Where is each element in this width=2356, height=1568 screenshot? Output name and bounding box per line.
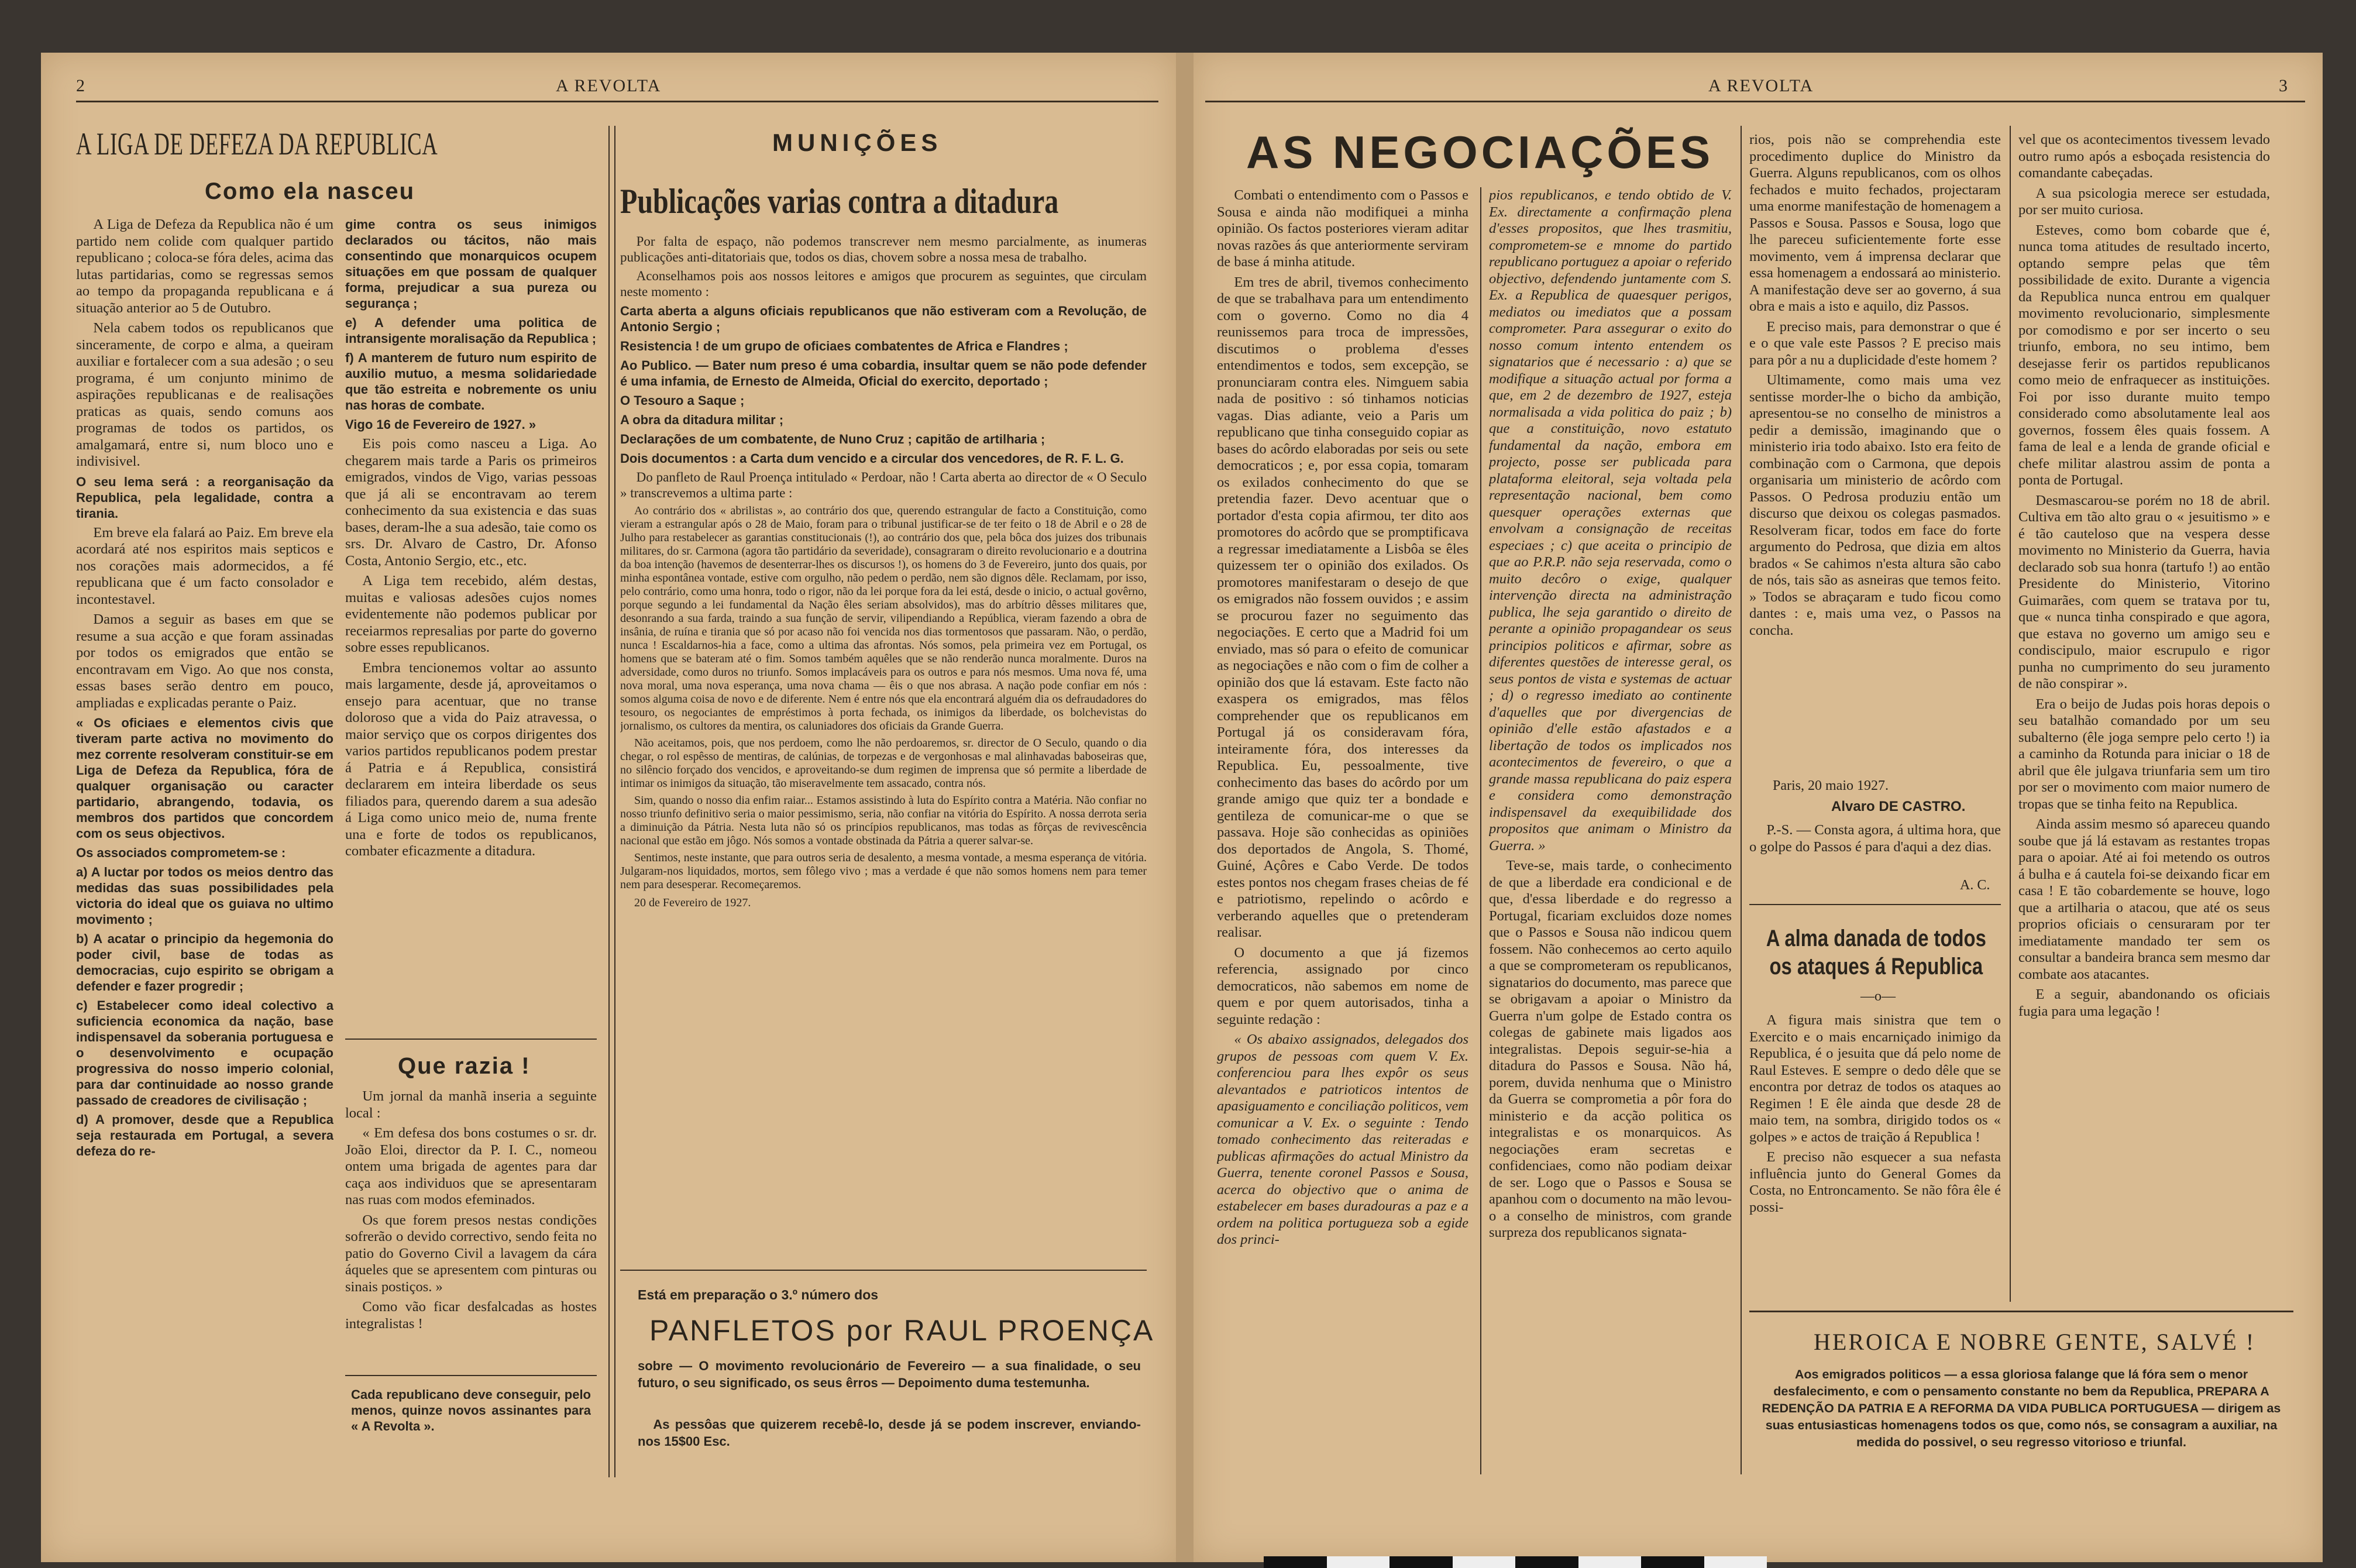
section-rule <box>620 1270 1147 1271</box>
column-rule <box>2010 126 2011 1302</box>
publication-item: Carta aberta a alguns oficiais republicanos que não estiveram com a Revolução, de Antonio Sergio ; <box>620 304 1147 334</box>
liga-paragraph: Damos a seguir as bases em que se resume a sua acção e que foram assinadas por todos os emigrados que então se encontravam em Vigo. Ao que nos consta, essas bases serão dentro em pouco, ampliadas e explicadas perante o Paiz. <box>76 611 333 711</box>
panfletos-title: PANFLETOS por RAUL PROENÇA <box>649 1314 1155 1347</box>
negociacoes-paragraph: Em tres de abril, tivemos conhecimento de que se trabalhava para um entendimento com o governo. Como no dia 4 reunissemos para troca de impressões, discutimos o problema d'esses entendimentos e todos, sem excepção, se pronunciaram contra eles. Nimguem sabia nada de positivo : só tinhamos noticias vagas. Dias adiante, veio a Paris um republicano que tinha conseguido copiar as bases do acôrdo elaboradas por seis ou sete democraticos ; e, por essa copia, tomaram os exilados conhecimento do que se pretendia fazer. Devo acentuar que o portador d'esta copia afirmou, ter dito aos promotores do acôrdo que se promptificava a regressar imediatamente a Lisbôa se êles quizessem ter o opinião dos exilados. Os promotores manifestaram o desejo de que os emigrados não fossem ouvidos ; e assim se procurou fazer no seguimento das negociações. E certo que a Madrid foi um enviado, mas só para o efeito de comunicar as negociações e não com o fim de colher a opinião dos que lá estavam. Este facto não exaspera os emigrados, mas fêlos comprehender que os republicanos em Portugal já os consideravam fóra, inteiramente fóra, dos interesses da Republica. Eu, pessoalmente, tive conhecimento das bases do acôrdo por um grande amigo que quiz ter a bondade e gentileza de comunicar-me o que se passava. Hoje são conhecidas as opiniões dos deportados de Angola, S. Thomé, Guiné, Açôres e Cabo Verde. De todos estes pontos nos chegam frases cheias de fé e patriotismo, repelindo o acôrdo e verberando aquelles que o pretenderam realisar. <box>1217 274 1468 940</box>
municoes-date: 20 de Fevereiro de 1927. <box>634 896 751 909</box>
liga-base-f: f) A manterem de futuro num espirito de auxilio mutuo, a mesma solidariedade que tão estreita e nobremente os uniu nas horas de combate. <box>345 350 597 412</box>
heroica-body: Aos emigrados politicos — a essa gloriosa falange que lá fóra sem o menor desfalecimento, e com o pensamento constante no bem da Republica, PREPARA A REDENÇÃO DA PATRIA E A REFORMA DA VIDA PUBLICA PORTUGUESA — dirigem as suas entusiasticas homenagens todos os que, como nós, se consagram a auxiliar, na medida do possivel, o seu regresso vitorioso e triunfal. <box>1762 1367 2281 1449</box>
initials: A. C. <box>1960 878 1990 893</box>
municoes-quote: Sim, quando o nosso dia enfim raiar... Estamos assistindo à luta do Espírito contra a Matéria. Não confiar no nosso triunfo definitivo seria o maior pessimismo, seria, não confiar na vitória do Espírito. A nossa derrota seria a diminuição da Pátria. Nesta luta não só os princípios republicanos, mas todas as fôrças de revivescência nacional que estão em jôgo. Nós somos a vontade obstinada da Pátria a querer salvar-se. <box>620 794 1147 847</box>
header-rule-right <box>1205 101 2305 102</box>
column-rule <box>608 126 610 1477</box>
negociacoes-paragraph: Combati o entendimento com o Passos e Sousa e ainda não modifiquei a minha opinião. Os factos posteriores vieram aditar novas razões ás que anteriormente serviram de base á minha atitude. <box>1217 187 1468 270</box>
municoes-quote: Não aceitamos, pois, que nos perdoem, como lhe não perdoaremos, sr. director de O Seculo, quando o dia chegar, o rol espêsso de mentiras, de calúnias, de torpezas e de vergonhosas e mal alinhavadas baboseiras que, no silêncio forçado dos vencidos, e aproveitando-se dum regimen de imprensa que só permite a liberdade de intimar os inimigos da situação, tão miseravelmente tem assacado, contra nós. <box>620 737 1147 790</box>
negociacoes-paragraph: Teve-se, mais tarde, o conhecimento de que a liberdade era condicional e de que, d'essa liberdade e do regresso a Portugal, ficariam excluidos doze nomes que o Passos e Sousa não indicou quem fossem. Não conhecemos ao certo aquilo a que se comprometeram os republicanos, signatarios do documento, mas parece que se obrigavam a apoiar o Ministro da Guerra n'um golpe de Estado contra os colegas de gabinete mais ligados aos integralistas. Depois seguir-se-hia a ditadura do Passos e Sousa. Não há, porem, duvida nenhuma que o Ministro da Guerra se comprometia a pôr fora do ministerio e da acção politica os integralistas e os monarquicos. As negociações eram secretas e confidenciaes, como não podiam deixar de ser. Logo que o Passos e Sousa se apanhou com o documento na mão levou-o a conselho de ministros, com grande surpreza dos republicanos signata- <box>1489 858 1732 1240</box>
alma-paragraph: E preciso não esquecer a sua nefasta influência junto do General Gomes da Costa, no Entroncamento. Se não fôra êle é possi- <box>1749 1149 2001 1215</box>
panfletos-body: sobre — O movimento revolucionário de Fevereiro — a sua finalidade, o seu futuro, o seu significado, os seus êrros — Depoimento duma testemunha. <box>638 1359 1141 1390</box>
alma-column-2 <box>2018 132 2270 1305</box>
liga-bases-intro: « Os oficiaes e elementos civis que tiveram parte activa no movimento do mez corrente resolveram constituir-se em Liga de Defeza da Republica, fóra de qualquer organisação ou caracter partidario, abrangendo, todavia, os membros dos partidos que concordem com os seus objectivos. <box>76 716 333 841</box>
municoes-quote: Sentimos, neste instante, que para outros seria de desalento, a mesma vontade, a mesma esperança de vitória. Julgaram-nos liquidados, mortos, sem fôlego vivo ; mas a verdade é que não somos homens nem para temer nem para desesperar. Recomeçaremos. <box>620 851 1147 891</box>
negociacoes-paragraph: E preciso mais, para demonstrar o que é e o que vale este Passos ? E preciso mais para pôr a nu a duplicidade d'este homem ? <box>1749 318 2001 368</box>
liga-base-b: b) A acatar o principio da hegemonia do poder civil, base de todas as democracias, cujo espirito se obrigam a defender e fazer progredir ; <box>76 931 333 993</box>
negociacoes-column-1 <box>1217 187 1468 1474</box>
razia-paragraph: Como vão ficar desfalcadas as hostes integralistas ! <box>345 1299 597 1332</box>
alma-column-1 <box>1749 1012 2001 1305</box>
alma-paragraph: Ainda assim mesmo só apareceu quando soube que já lá estavam as restantes tropas para o apoiar. Até ai foi metendo os outros á bulha e á cautela foi-se deixando ficar em casa ! E tão cobardemente se houve, logo que a artilharia o atacou, que até os seus proprios oficiais o censuraram por ter imediatamente mandado ter sem os consultar a bandeira branca sem mesmo dar combate aos atacantes. <box>2018 816 2270 982</box>
municoes-kicker: MUNIÇÕES <box>772 129 943 156</box>
liga-paragraph: Embra tencionemos voltar ao assunto mais largamente, desde já, aproveitamos o ensejo para acentuar, que no transe doloroso que a vida do Paiz atravessa, o maior serviço que os corpos dirigentes dos varios partidos republicanos podem prestar á Patria e á Republica, consistirá declararem em inteira liberdade os seus filiados para, querendo darem a sua adesão á Liga como unico meio de, numa frente una e forte de todos os republicanos, combater eficazmente a ditadura. <box>345 659 597 859</box>
signature: Alvaro DE CASTRO. <box>1831 799 1966 814</box>
publication-item: O Tesouro a Saque ; <box>620 393 745 408</box>
razia-notice: Cada republicano deve conseguir, pelo menos, quinze novos assinantes para « A Revolta ». <box>351 1387 591 1433</box>
alma-paragraph: E a seguir, abandonando os oficiais fugia para uma legação ! <box>2018 986 2270 1019</box>
negociacoes-paragraph: Ultimamente, como mais uma vez sentisse morder-lhe o bicho da ambição, apresentou-se no conselho de ministros a pedir a demissão, imaginando que o ministerio iria todo abaixo. Isto era feito de combinação com o Carmona, que depois organisaria um ministerio de acôrdo com Passos. O Pedrosa produziu então um discurso que deixou os colegas pasmados. Resolveram ficar, todos em face do forte argumento do Pedrosa, que dizia em altos brados « Se cahimos n'esta altura são cabo de nós, tais são as asneiras que temos feito. » Todos se abraçaram e tudo ficou como dantes : e, mais uma vez, o Passos na concha. <box>1749 372 2001 638</box>
alma-paragraph: Desmascarou-se porém no 18 de abril. Cultiva em tão alto grau o « jesuitismo » e é tão cauteloso que na vespera desse movimento no Ministerio da Guerra, havia declarado sob sua honra (tartufo !) ao então Presidente do Ministerio, Vitorino Guimarães, com quem se tratava por tu, que « nunca tinha conspirado e que agora, que estava no governo um amigo seu e condiscipulo, maior escrupulo e rigor punha no cumprimento do seu juramento de não conspirar ». <box>2018 492 2270 692</box>
razia-paragraph: « Em defesa dos bons costumes o sr. dr. João Eloi, director da P. I. C., nomeou ontem uma brigada de agentes para dar caça aos individuos que se apresentaram nas ruas com modos efeminados. <box>345 1125 597 1208</box>
header-rule-left <box>76 101 1158 102</box>
running-head-right: A REVOLTA <box>1708 76 1814 95</box>
column-rule <box>1741 126 1742 1474</box>
negociacoes-column-3 <box>1749 132 2001 775</box>
liga-base-c: c) Estabelecer como ideal colectivo a suficiencia economica da nação, base indispensavel da soberania portuguesa e o desenvolvimento e ocupação progressiva do nosso imperio colonial, para dar continuidade ao nosso grande passado de creadores de civilisação ; <box>76 998 333 1108</box>
heroica-headline: HEROICA E NOBRE GENTE, SALVÉ ! <box>1814 1329 2256 1355</box>
publication-item: Resistencia ! de um grupo de oficiaes combatentes de Africa e Flandres ; <box>620 339 1068 353</box>
column-rule <box>614 126 615 1477</box>
alma-separator: —o— <box>1860 989 1896 1004</box>
liga-paragraph: Nela cabem todos os republicanos que sinceramente, de corpo e alma, a queiram auxiliar e fortalecer com a sua adesão ; o seu programa, é um conjunto minimo de aspirações republicanas e de realisações praticas as quais, sendo comuns aos programas de todos os partidos, os amalgamará, entre si, num bloco uno e indivisivel. <box>76 320 333 469</box>
alma-paragraph: A sua psicologia merece ser estudada, por ser muito curiosa. <box>2018 185 2270 218</box>
postscript: P.-S. — Consta agora, á ultima hora, que o golpe do Passos é para d'aqui a dez dias. <box>1749 822 2001 855</box>
panfletos-foot: As pessôas que quizerem recebê-lo, desde já se podem inscrever, enviando-nos 15$00 Esc. <box>638 1417 1141 1449</box>
liga-base-e: e) A defender uma politica de intransigente moralisação da Republica ; <box>345 315 597 346</box>
razia-paragraph: Os que forem presos nestas condições sofrerão o devido correctivo, sendo feita no patio do Governo Civil a lavagem da cára áqueles que se apresentem com pinturas ou sinais postiços. » <box>345 1212 597 1295</box>
section-rule <box>1749 904 2001 905</box>
alma-paragraph: A figura mais sinistra que tem o Exercito e o mais encarniçado inimigo da Republica, é o jesuita que dá pelo nome de Raul Esteves. E sempre o dedo dêle que se encontra por detraz de todos os ataques ao Regimen ! E êle ainda que desde 28 de maio tem, na sombra, dirigido todos os « golpes » e actos de traição á Republica ! <box>1749 1012 2001 1145</box>
municoes-quote: Ao contrário dos « abrilistas », ao contrário dos que, querendo estrangular de facto a Constituição, como vieram a estrangular após o 28 de Maio, foram para o tribunal justificar-se de ter feito o 18 de Abril e o 28 de Julho para restabelecer as garantias constitucionais (!), ao contrário dos que, pela bôca dos juizes dos tribunais militares, do sr. Carmona (agora tão partidário da severidade), consagraram o direito revolucionario e a doutrina da boa intenção (havemos de desenterrar-lhes os discursos !), os homens do 3 de Fevereiro, junto dos quais, por minha espontânea vontade, estive com orgulho, não pedem o perdão, nem são dignos dêle. Reclamam, por isso, pelo contrário, como uma honra, todo o rigor, não da lei porque fora da lei está, desde o inicio, o actual govêrno, porque segundo a lei fundamental da Nação êles seriam absolvidos), mas do arbítrio dêsses militares que, desonrando a sua farda, traindo a sua função de servir, vilipendiando a República, vieram fazendo a obra de insânia, de ruína e tirania que só por acaso não foi vencida nos dias tormentosos que passaram. Não, o perdão, nunca ! Escaldarnos-hia a face, como a ultima das afrontas. Nós somos, pela primeira vez em Portugal, os homens que se bateram até o fim. Somos também aquêles que se não renderão nunca moralmente. Duros na adversidade, como duros no triunfo. Somos implacáveis para os outros e para nós mesmos. Uma nova fé, uma nova moral, uma nova esperança, uma nova chama — êis o que nos abrasa. A nação pode confiar em nós : somos alguma coisa de novo e de diferente. Nem é entre nós que ela encontrará alguém dia os defraudadores do tesouro, os negociantes de empréstimos à porta fechada, os inimigos da liberdade, os bolchevistas do jornalismo, os cultores da mentira, os caluniadores dos oficiais da Grande Guerra. <box>620 504 1147 733</box>
publication-item: A obra da ditadura militar ; <box>620 412 784 427</box>
liga-dateline: Vigo 16 de Fevereiro de 1927. » <box>345 417 536 432</box>
liga-paragraph: A Liga tem recebido, além destas, muitas e valiosas adesões cujos nomes evidentemente não podemos publicar por receiarmos represalias por parte do governo sobre esses republicanos. <box>345 573 597 655</box>
liga-subheadline: Como ela nasceu <box>205 178 415 204</box>
municoes-paragraph: Por falta de espaço, não podemos transcrever nem mesmo parcialmente, as inumeras publicações anti-ditatoriais que, todos os dias, chovem sobre a nossa mesa de trabalho. <box>620 234 1147 264</box>
section-rule <box>1749 1311 2293 1312</box>
razia-column <box>345 1088 597 1357</box>
liga-base-d: d) A promover, desde que a Republica seja restaurada em Portugal, a severa defeza do re- <box>76 1112 333 1158</box>
panfletos-lead: Está em preparação o 3.º número dos <box>638 1287 879 1302</box>
section-rule <box>345 1375 597 1376</box>
liga-column-2 <box>345 216 597 1030</box>
publication-item: Declarações de um combatente, de Nuno Cruz ; capitão de artilharia ; <box>620 432 1045 446</box>
liga-base-a: a) A luctar por todos os meios dentro das medidas das suas possibilidades pela victoria do ideal que os guiava no ultimo movimento ; <box>76 865 333 927</box>
liga-base-d-cont: gime contra os seus inimigos declarados ou tácitos, não mais consentindo que monarquicos ocupem situações em que possam de qualquer forma, prejudicar a sua pureza ou segurança ; <box>345 217 597 311</box>
liga-column-1 <box>76 216 333 1477</box>
municoes-headline: Publicações varias contra a ditadura <box>620 182 1059 221</box>
liga-headline: A LIGA DE DEFEZA DA REPUBLICA <box>76 126 438 161</box>
section-rule <box>345 1039 597 1040</box>
liga-paragraph: A Liga de Defeza da Republica não é um partido nem colide com qualquer partido republicano ; coloca-se fóra deles, acima das lutas partidarias, como se regressas semos ao tempo da propaganda republicana e á situação anterior ao 5 de Outubro. <box>76 216 333 316</box>
alma-paragraph: Esteves, como bom cobarde que é, nunca toma atitudes de resultado incerto, optando sempre pelas que têm possibilidade de exito. Durante a vigencia da Republica nunca entrou em qualquer movimento revolucionario, simplesmente por comodismo e por ser incerto o seu triunfo, embora, no seu intimo, bem desejasse ferir os partidos republicanos como meio de enfraquecer as instituições. Foi por isso durante muito tempo considerado como absolutamente leal aos governos, fossem êles quais fossem. A fama de leal e a lenda de grande oficial e chefe militar alastrou assim de ponta a ponta de Portugal. <box>2018 222 2270 488</box>
municoes-column <box>620 234 1147 1270</box>
razia-paragraph: Um jornal da manhã inseria a seguinte local : <box>345 1088 597 1121</box>
negociacoes-document: « Os abaixo assignados, delegados dos grupos de pessoas com quem V. Ex. conferenciou para lhes expôr os seus alevantados e patrioticos intentos de apasiguamento e conciliação politicos, vem comunicar a V. Ex. o seguinte : Tendo tomado conhecimento das reiteradas e publicas afirmações do actual Ministro da Guerra, tenente coronel Passos e Sousa, acerca do objectivo que o anima de estabelecer em bases duradouras a paz e a ordem na politica portugueza sob a egide dos princi- <box>1217 1031 1468 1247</box>
municoes-paragraph: Do panfleto de Raul Proença intitulado « Perdoar, não ! Carta aberta ao director de « O Seculo » transcrevemos a ultima parte : <box>620 470 1147 500</box>
liga-paragraph: Em breve ela falará ao Paiz. Em breve ela acordará até nos espiritos mais septicos e nos corações mais adormecidos, a fé republicana que é um facto consolador e incontestavel. <box>76 524 333 607</box>
alma-paragraph: Era o beijo de Judas pois horas depois o seu batalhão comandado por um seu subalterno (êle joga sempre pelo certo !) ia a caminho da Rotunda para iniciar o 18 de abril que êle julgava triunfaria sem um tiro por ser o movimento com maior numero de tropas que se tinha feito na Republica. <box>2018 696 2270 812</box>
page-number-left: 2 <box>76 76 86 95</box>
publication-item: Ao Publico. — Bater num preso é uma cobardia, insultar quem se não pode defender é uma infamia, de Ernesto de Almeida, Oficial do exercito, deportado ; <box>620 358 1147 388</box>
razia-headline: Que razia ! <box>398 1053 531 1079</box>
alma-paragraph: vel que os acontecimentos tivessem levado outro rumo após a esboçada resistencia do comandante cabeçadas. <box>2018 132 2270 181</box>
negociacoes-paragraph: O documento a que já fizemos referencia, assignado por cinco democraticos, não sabemos em nome de quem e por quem autorisados, tinha a seguinte redação : <box>1217 944 1468 1027</box>
page-gutter <box>1176 53 1194 1562</box>
municoes-paragraph: Aconselhamos pois aos nossos leitores e amigos que procurem as seguintes, que circulam neste momento : <box>620 269 1147 299</box>
liga-paragraph: Eis pois como nasceu a Liga. Ao chegarem mais tarde a Paris os primeiros emigrados, vindos de Vigo, varias pessoas que já ali se encontravam ao terem conhecimento da sua existencia e das suas bases, deram-lhe a sua adesão, taie como os srs. Dr. Alvaro de Castro, Dr. Afonso Costa, Antonio Sergio, etc., etc. <box>345 436 597 569</box>
running-head-left: A REVOLTA <box>556 76 662 95</box>
alma-headline: A alma danada de todos os ataques á Republica <box>1766 926 1986 979</box>
color-scale-bar <box>1264 1556 1767 1568</box>
negociacoes-column-2 <box>1489 187 1732 1474</box>
page-number-right: 3 <box>2279 76 2289 95</box>
negociacoes-document-cont: pios republicanos, e tendo obtido de V. Ex. directamente a confirmação plena d'esses propositos, que lhes trasmitiu, comprometem-se e mnome do partido republicano portuguez a apoiar o referido objectivo, defendendo juntamente com S. Ex. a Republica de quaesquer perigos, mediatos ou imediatos que a possam comprometer. Para assegurar o exito do nosso comum intento entendem os signatarios que é necessario : a) que se modifique a situação actual por forma a que, em 2 de dezembro de 1927, esteja normalisada a vida politica do paiz ; b) que a constituição, novo estatuto fundamental da nação, embora em projecto, posse ser publicada para plataforma eleitoral, seja voltada pela representação nacional, bem como quesquer operações externas que envolvam a consignação de receitas especiaes ; c) que aceita o principio de que ao P.R.P. não seja reservada, como o muito decôro o exige, qualquer intervenção directa na administração publica, lhe seja garantido o direito de perante a opinião propagandear os seus principios politicos e afirmar, sobre as diferentes questões de interesse geral, os seus pontos de vista e systemas de actuar ; d) o regresso imediato ao continente d'aquelles que por divergencias de opinião d'elle estão afastados e a libertação de todos os implicados nos acontecimentos de fevereiro, o que a grande massa republicana do paiz espera e considera como demonstração indispensavel da exequibilidade dos propositos que animam o Ministro da Guerra. » <box>1489 187 1732 854</box>
column-rule <box>1480 187 1481 1474</box>
negociacoes-headline: AS NEGOCIAÇÕES <box>1246 126 1714 178</box>
liga-bases-header: Os associados comprometem-se : <box>76 845 286 860</box>
negociacoes-paragraph: rios, pois não se comprehendia este procedimento duplice do Ministro da Guerra. Alguns republicanos, com os olhos fechados e muito fechados, projectaram uma enorme manifestação de homenagem a Passos e Sousa. Passos e Sousa, logo que lhe pareceu suficientemente forte esse movimento, vem á imprensa declarar que essa homenagem a endossará ao ministerio. A manifestação deve ser ao governo, á sua obra e mais a isto e aquilo, diz Passos. <box>1749 132 2001 314</box>
publication-item: Dois documentos : a Carta dum vencido e a circular dos vencedores, de R. F. L. G. <box>620 451 1124 466</box>
liga-lema: O seu lema será : a reorganisação da Republica, pela legalidade, contra a tirania. <box>76 474 333 521</box>
place-date: Paris, 20 maio 1927. <box>1773 778 1889 793</box>
